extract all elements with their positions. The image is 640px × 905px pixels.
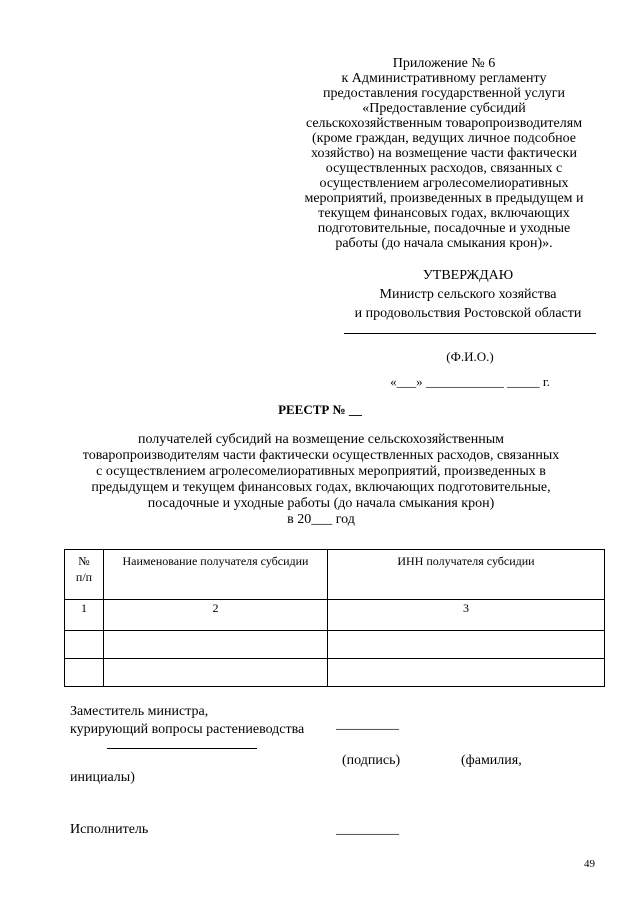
- executor-label: Исполнитель: [70, 822, 149, 837]
- description-line: в 20___ год: [287, 512, 355, 527]
- name-line: [107, 748, 257, 749]
- column-number-cell: 3: [328, 600, 605, 631]
- appendix-header: [286, 56, 602, 251]
- table-row: [65, 631, 605, 659]
- appendix-line: хозяйство) на возмещение части фактически: [311, 146, 577, 161]
- approval-signature-line: [344, 333, 596, 334]
- table-header-row: [65, 550, 605, 600]
- approval-block: [340, 268, 596, 321]
- appendix-line: (кроме граждан, ведущих личное подсобное: [311, 131, 576, 146]
- appendix-line: сельскохозяйственным товаропроизводителям: [305, 116, 583, 131]
- appendix-line: предоставления государственной услуги: [323, 86, 565, 101]
- initials-caption: инициалы): [70, 770, 135, 785]
- description-line: товаропроизводителям части фактически осуществленных расходов, связанных: [82, 448, 560, 463]
- description-line: получателей субсидий на возмещение сельскохозяйственным: [138, 432, 504, 447]
- description-line: предыдущем и текущем финансовых годах, включающих подготовительные,: [91, 480, 551, 495]
- description-line: с осуществлением агролесомелиоративных мероприятий, произведенных в: [96, 464, 546, 479]
- fio-caption: (Ф.И.О.): [446, 349, 494, 364]
- appendix-line: мероприятий, произведенных в предыдущем и: [304, 191, 584, 206]
- table-cell[interactable]: [328, 631, 605, 659]
- appendix-line: работы (до начала смыкания крон)».: [335, 236, 553, 251]
- header-cell-inn: ИНН получателя субсидии: [328, 550, 605, 600]
- table-cell[interactable]: [104, 631, 328, 659]
- approval-date-line: «___» ____________ _____ г.: [390, 374, 550, 389]
- signature-blank: _________: [336, 717, 399, 732]
- column-number-cell: 1: [65, 600, 104, 631]
- surname-caption: (фамилия,: [461, 753, 522, 768]
- appendix-line: к Административному регламенту: [341, 71, 547, 86]
- table-cell[interactable]: [104, 659, 328, 687]
- approval-position-line: Министр сельского хозяйства: [379, 287, 557, 302]
- registry-description: [40, 432, 602, 528]
- header-cell-number: № п/п: [65, 550, 104, 600]
- description-line: посадочные и уходные работы (до начала смыкания крон): [147, 496, 495, 511]
- appendix-line: текущем финансовых годах, включающих: [318, 206, 570, 221]
- appendix-line: осуществленных расходов, связанных с: [325, 161, 563, 176]
- table-cell[interactable]: [328, 659, 605, 687]
- appendix-line: подготовительные, посадочные и уходные: [317, 221, 571, 236]
- appendix-line: «Предоставление субсидий: [362, 101, 526, 116]
- approval-position-line: и продовольствия Ростовской области: [354, 306, 582, 321]
- registry-table: [64, 549, 605, 687]
- table-column-numbers-row: [65, 600, 605, 631]
- registry-title: РЕЕСТР № __: [278, 402, 362, 417]
- page-number: 49: [584, 858, 595, 870]
- table-cell[interactable]: [65, 631, 104, 659]
- appendix-line: осуществлением агролесомелиоративных: [319, 176, 569, 191]
- table-cell[interactable]: [65, 659, 104, 687]
- appendix-line: Приложение № 6: [392, 56, 496, 71]
- deputy-minister-label: Заместитель министра,: [70, 704, 209, 719]
- approval-heading: УТВЕРЖДАЮ: [422, 268, 514, 283]
- executor-blank: _________: [336, 822, 399, 837]
- signature-caption: (подпись): [342, 753, 401, 768]
- header-cell-recipient-name: Наименование получателя субсидии: [104, 550, 328, 600]
- table-row: [65, 659, 605, 687]
- column-number-cell: 2: [104, 600, 328, 631]
- deputy-minister-scope: курирующий вопросы растениеводства: [70, 722, 305, 737]
